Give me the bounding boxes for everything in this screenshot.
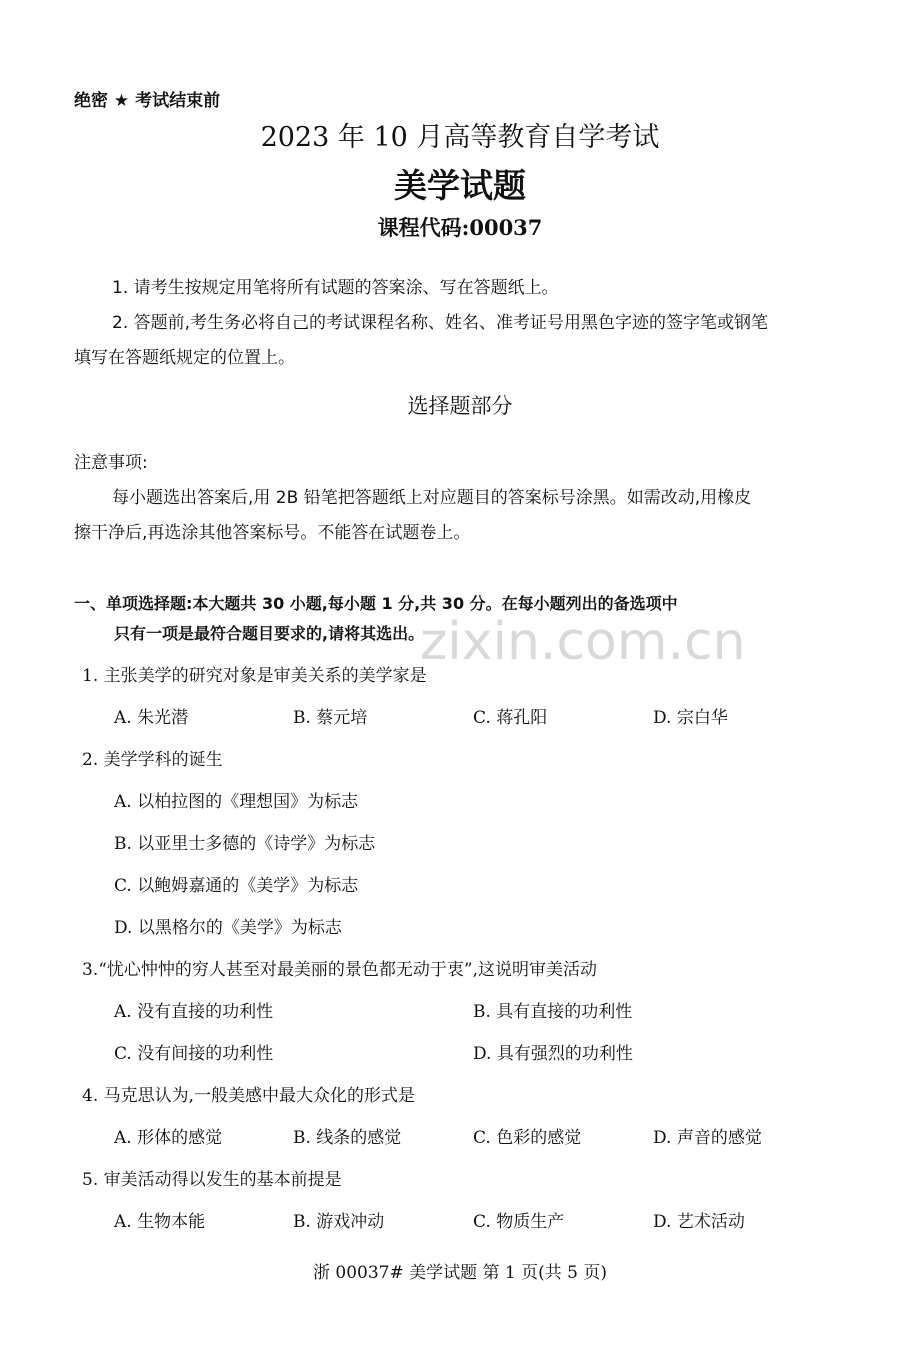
course-code: 课程代码:00037: [377, 215, 543, 240]
question-3: 3.“忧心忡忡的穷人甚至对最美丽的景色都无动于衷”,这说明审美活动: [82, 960, 598, 980]
q5-option-d: D. 艺术活动: [653, 1212, 745, 1232]
q5-option-a: A. 生物本能: [114, 1212, 206, 1232]
q2-option-c: C. 以鲍姆嘉通的《美学》为标志: [114, 876, 359, 896]
watermark: zixin.com.cn: [420, 612, 746, 672]
question-5: 5. 审美活动得以发生的基本前提是: [82, 1170, 342, 1190]
secret-label: 绝密 ★ 考试结束前: [74, 91, 221, 111]
part1-heading: 一、单项选择题:本大题共 30 小题,每小题 1 分,共 30 分。在每小题列出的备选项中: [74, 594, 678, 613]
q5-option-b: B. 游戏冲动: [293, 1212, 385, 1232]
part1-heading-cont: 只有一项是最符合题目要求的,请将其选出。: [114, 624, 425, 643]
instruction-2: 2. 答题前,考生务必将自己的考试课程名称、姓名、准考证号用黑色字迹的签字笔或钢笔: [112, 313, 769, 333]
question-1: 1. 主张美学的研究对象是审美关系的美学家是: [82, 666, 427, 686]
instruction-1: 1. 请考生按规定用笔将所有试题的答案涂、写在答题纸上。: [112, 278, 559, 298]
q3-option-b: B. 具有直接的功利性: [473, 1002, 633, 1022]
q2-option-b: B. 以亚里士多德的《诗学》为标志: [114, 834, 376, 854]
instruction-2-cont: 填写在答题纸规定的位置上。: [74, 348, 295, 368]
q4-option-b: B. 线条的感觉: [293, 1128, 402, 1148]
section-title: 选择题部分: [407, 394, 513, 418]
question-4: 4. 马克思认为,一般美感中最大众化的形式是: [82, 1086, 416, 1106]
q3-option-d: D. 具有强烈的功利性: [473, 1044, 633, 1064]
page-footer: 浙 00037# 美学试题 第 1 页(共 5 页): [312, 1263, 608, 1283]
q2-option-a: A. 以柏拉图的《理想国》为标志: [114, 792, 359, 812]
q1-option-c: C. 蒋孔阳: [473, 708, 548, 728]
q4-option-c: C. 色彩的感觉: [473, 1128, 582, 1148]
q3-option-a: A. 没有直接的功利性: [114, 1002, 274, 1022]
exam-title: 2023 年 10 月高等教育自学考试: [260, 122, 660, 153]
q5-option-c: C. 物质生产: [473, 1212, 565, 1232]
q1-option-d: D. 宗白华: [653, 708, 728, 728]
q3-option-c: C. 没有间接的功利性: [114, 1044, 274, 1064]
notice-line-1: 每小题选出答案后,用 2B 铅笔把答题纸上对应题目的答案标号涂黑。如需改动,用橡皮: [112, 488, 752, 508]
notice-line-2: 擦干净后,再选涂其他答案标号。不能答在试题卷上。: [74, 523, 471, 543]
q1-option-a: A. 朱光潜: [114, 708, 189, 728]
q1-option-b: B. 蔡元培: [293, 708, 368, 728]
subject-title: 美学试题: [394, 166, 526, 205]
q4-option-d: D. 声音的感觉: [653, 1128, 762, 1148]
notice-label: 注意事项:: [74, 453, 148, 473]
q2-option-d: D. 以黑格尔的《美学》为标志: [114, 918, 342, 938]
question-2: 2. 美学学科的诞生: [82, 750, 223, 770]
q4-option-a: A. 形体的感觉: [114, 1128, 223, 1148]
